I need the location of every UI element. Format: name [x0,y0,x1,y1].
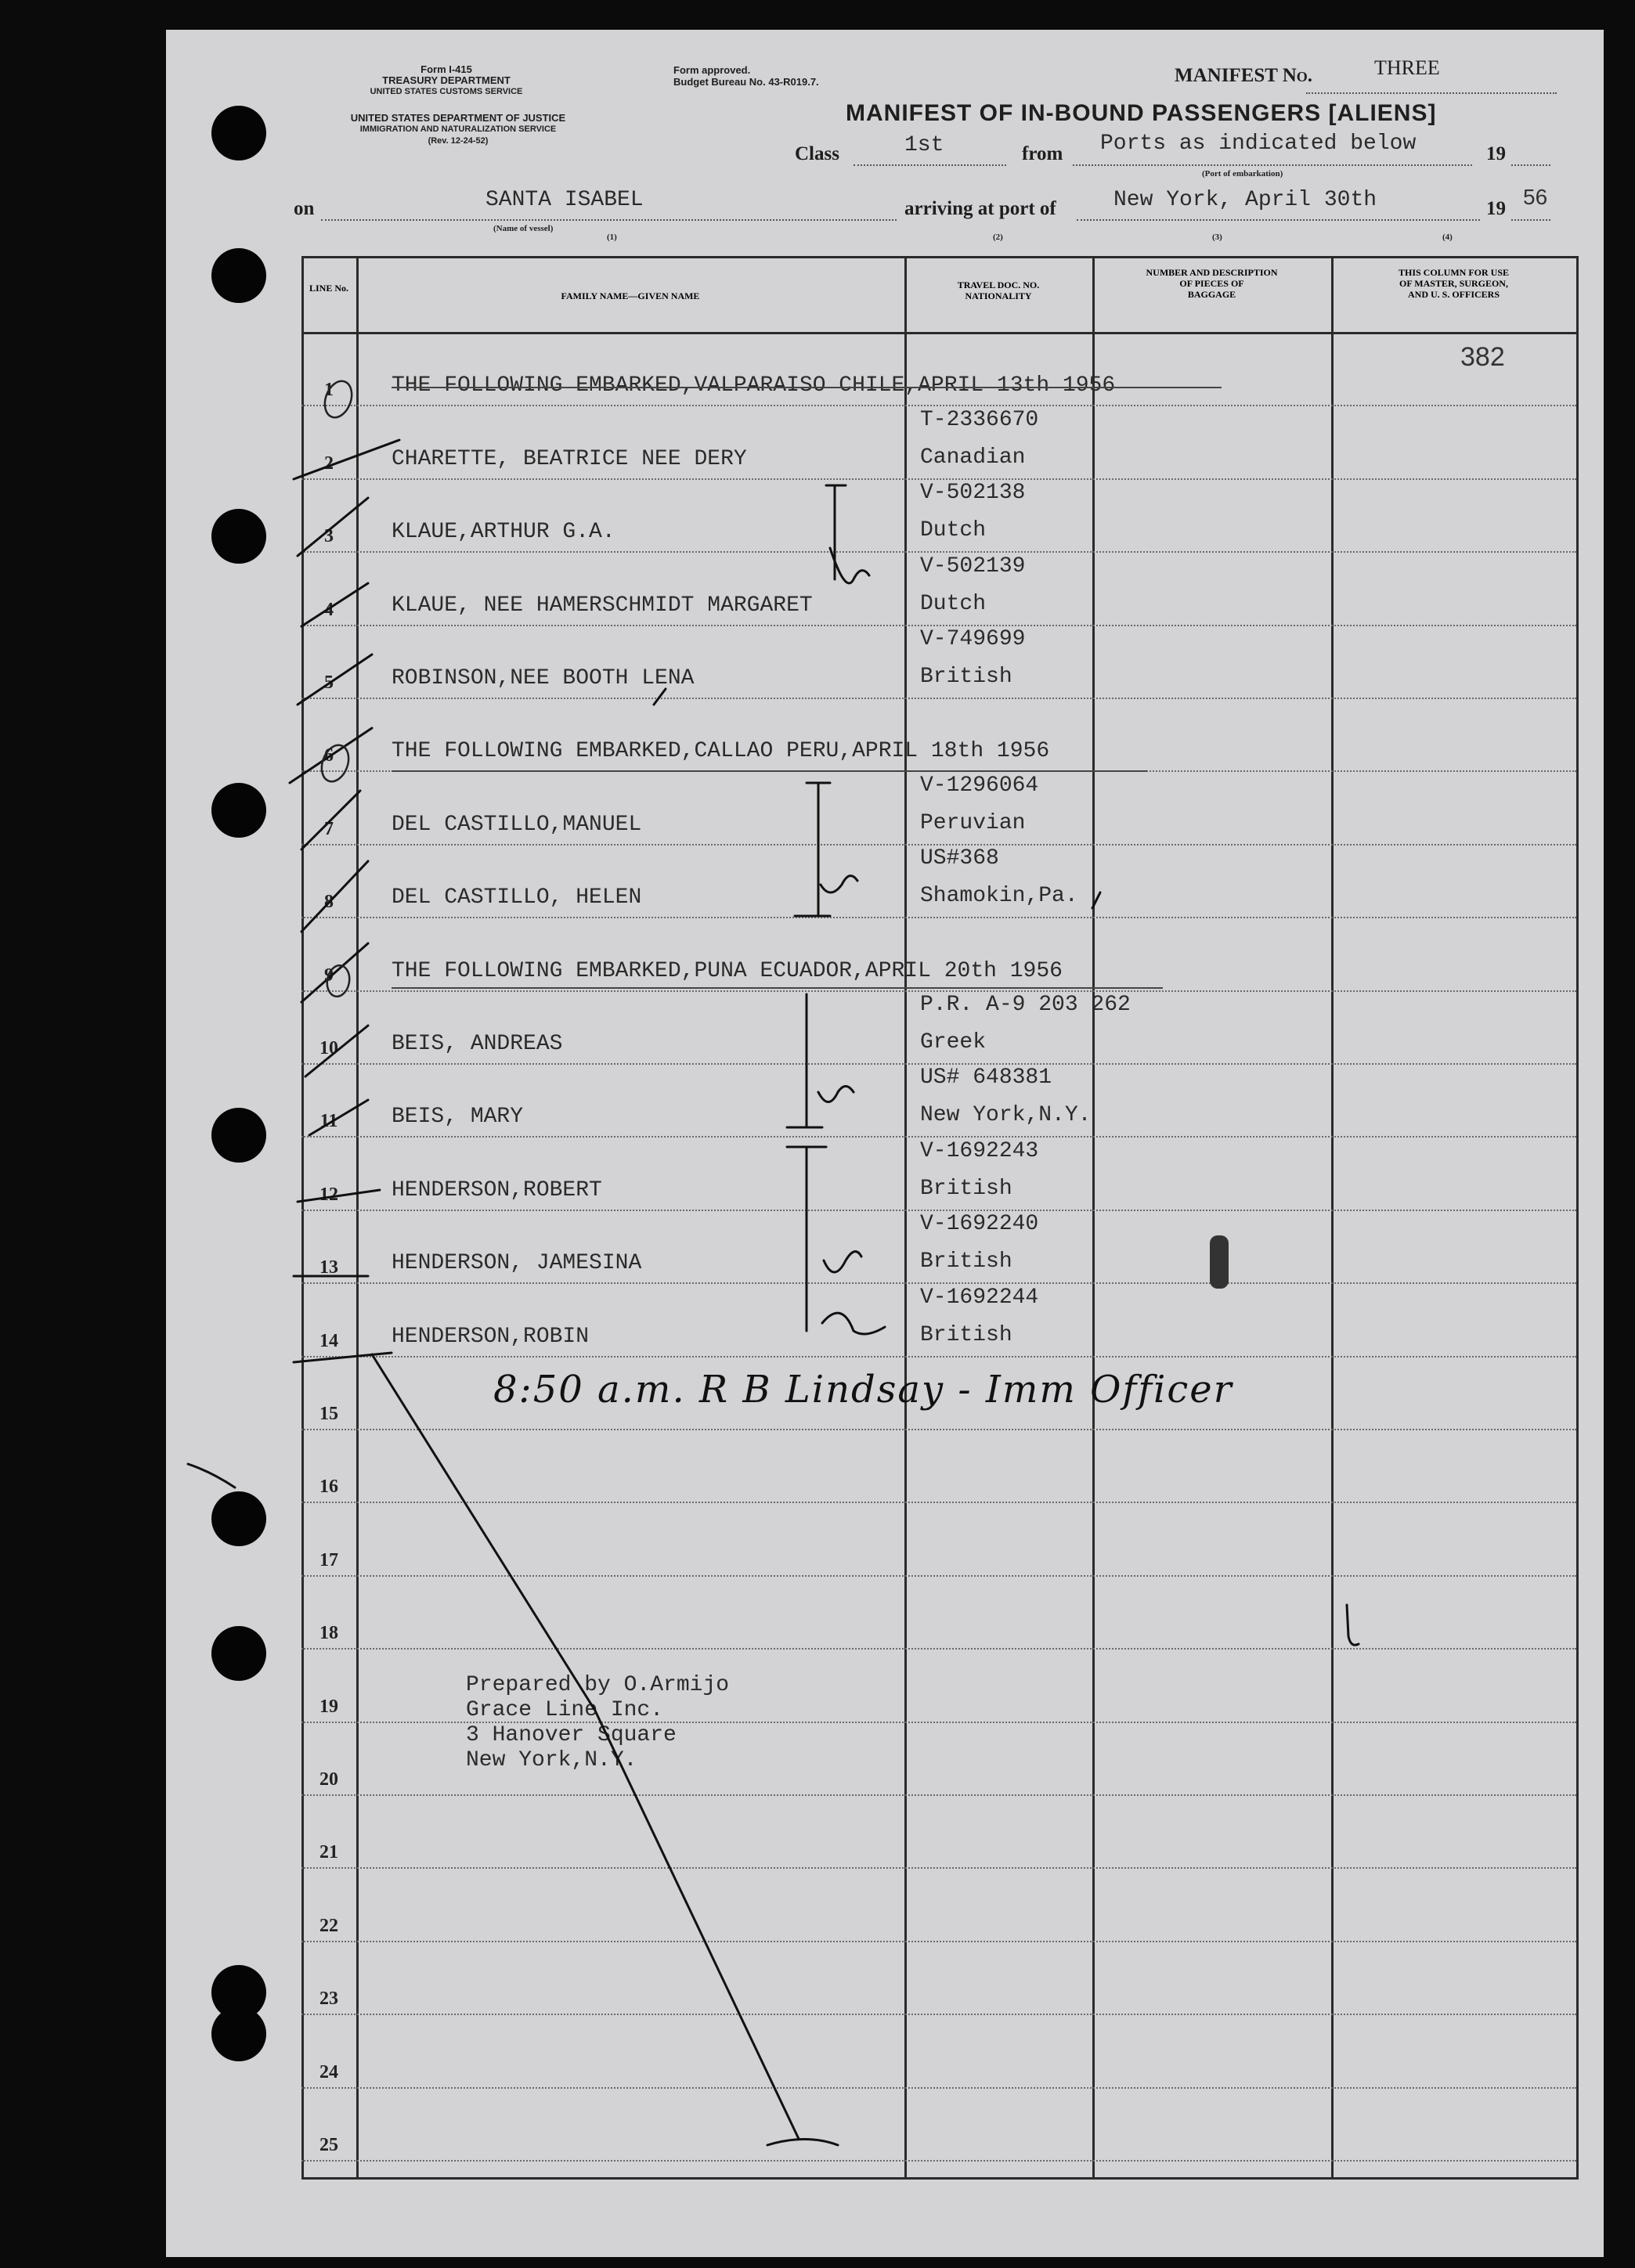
nationality: British [920,1176,1012,1201]
row-number: 9 [324,965,334,986]
cancel-diagonal-line [372,1354,799,2139]
passenger-name: HENDERSON,ROBIN [392,1324,590,1349]
row-number: 5 [324,672,334,693]
col-marker-1: (1) [607,233,617,242]
page-number: 382 [1460,342,1505,372]
on-label: on [294,198,315,219]
row-check-mark [305,1026,368,1076]
row-number: 20 [319,1769,338,1790]
col-marker-2: (2) [993,233,1003,242]
row-number: 4 [324,599,334,620]
row-number: 24 [319,2061,338,2082]
nationality: Dutch [920,518,987,543]
row-check-mark [301,583,368,626]
row-check-mark [309,1100,368,1135]
row-number: 22 [319,1915,338,1936]
nationality: British [920,1322,1012,1347]
travel-doc-number: P.R. A-9 203 262 [920,993,1131,1017]
passenger-name: THE FOLLOWING EMBARKED,VALPARAISO CHILE,APRIL 13th 1956 [392,373,1116,398]
row-number-circle [320,377,356,421]
row-number: 19 [319,1696,338,1717]
col-officers-line: OF MASTER, SURGEON, [1399,278,1508,289]
row-number: 6 [324,745,334,766]
initial-mark [818,1087,854,1102]
row-check-mark [301,861,368,932]
passenger-name: THE FOLLOWING EMBARKED,PUNA ECUADOR,APRIL 20th 1956 [392,958,1063,983]
cancel-tick [767,2140,838,2146]
initial-mark [822,1313,885,1334]
passenger-name: CHARETTE, BEATRICE NEE DERY [392,446,747,471]
passenger-name: HENDERSON,ROBERT [392,1177,602,1203]
row-number: 11 [319,1111,338,1132]
nationality: New York,N.Y. [920,1103,1092,1128]
row-check-mark [298,654,372,705]
passenger-name: BEIS, ANDREAS [392,1032,563,1056]
row-number: 8 [324,892,334,913]
col-name: FAMILY NAME—GIVEN NAME [561,290,700,301]
travel-doc-number: V-749699 [920,627,1026,651]
travel-doc-number: V-1296064 [920,773,1039,798]
passenger-name: DEL CASTILLO, HELEN [392,885,642,910]
row-number: 23 [319,1989,338,2010]
justice-dept: UNITED STATES DEPARTMENT OF JUSTICE [350,112,566,124]
row-number: 15 [319,1404,338,1424]
row-check-mark [298,1190,380,1202]
initial-mark [824,1252,861,1272]
handwritten-inspection-note: 8:50 a.m. R B Lindsay - Imm Officer [493,1368,1233,1412]
passenger-name: THE FOLLOWING EMBARKED,CALLAO PERU,APRIL 18th 1956 [392,739,1050,764]
nationality: Dutch [920,591,987,616]
year-suffix: 56 [1523,185,1548,209]
treasury-dept: TREASURY DEPARTMENT [382,74,511,86]
passenger-name: KLAUE,ARTHUR G.A. [392,520,615,545]
from-label: from [1022,143,1063,164]
row-number: 14 [319,1330,338,1351]
form-approved: Form approved. [673,64,751,76]
group-bracket [787,1147,826,1331]
passenger-name: DEL CASTILLO,MANUEL [392,812,642,837]
stray-mark [188,1464,235,1487]
col-nationality-line: NATIONALITY [965,290,1032,301]
passenger-name: HENDERSON, JAMESINA [392,1251,642,1276]
form-number: Form I-415 [420,63,472,75]
row-number: 21 [319,1842,338,1863]
stray-mark [1347,1605,1359,1645]
travel-doc-number: V-502139 [920,553,1026,579]
year-prefix-2: 19 [1486,198,1506,219]
nationality: Peruvian [920,810,1026,835]
manifest-title: MANIFEST OF IN-BOUND PASSENGERS [ALIENS] [846,100,1437,126]
passenger-name: KLAUE, NEE HAMERSCHMIDT MARGARET [392,593,813,618]
row-check-mark [294,440,399,479]
prepared-by-line: 3 Hanover Square [466,1723,677,1747]
row-number: 10 [319,1038,338,1058]
stray-mark [654,689,666,705]
row-number: 18 [319,1623,338,1644]
prepared-by-line: Prepared by O.Armijo [466,1673,730,1697]
manifest-number: THREE [1374,56,1440,79]
row-number: 16 [319,1477,338,1498]
travel-doc-number: T-2336670 [920,407,1039,432]
row-check-mark [301,943,368,1002]
col-marker-4: (4) [1442,233,1453,242]
passenger-name: ROBINSON,NEE BOOTH LENA [392,666,695,690]
port-embark-note: (Port of embarkation) [1202,169,1283,178]
embark-ports: Ports as indicated below [1100,132,1417,156]
col-officers-line: THIS COLUMN FOR USE [1398,267,1510,278]
initial-mark [821,876,857,892]
travel-doc-number: V-1692240 [920,1212,1039,1237]
travel-doc-number: US# 648381 [920,1065,1052,1091]
travel-doc-number: V-1692244 [920,1285,1039,1310]
row-number: 13 [319,1257,338,1278]
stamp-mark [1210,1235,1229,1289]
ins-service: IMMIGRATION AND NATURALIZATION SERVICE [359,124,557,134]
col-baggage-line: BAGGAGE [1187,289,1236,300]
row-number: 3 [324,526,334,547]
col-line-no: LINE No. [309,283,348,294]
row-number: 1 [324,380,334,401]
class-value: 1st [904,133,944,157]
row-number: 17 [319,1549,338,1570]
customs-service: UNITED STATES CUSTOMS SERVICE [370,87,523,96]
col-officers-line: AND U. S. OFFICERS [1407,289,1500,300]
nationality: British [920,1249,1012,1275]
travel-doc-number: V-502138 [920,481,1026,506]
group-bracket [787,994,822,1127]
stray-mark [1092,892,1100,908]
row-check-mark [298,498,368,556]
col-baggage-line: OF PIECES OF [1179,278,1244,289]
travel-doc-number: US#368 [920,846,999,871]
row-number-circle [317,741,353,785]
nationality: Greek [920,1030,987,1055]
col-baggage-line: NUMBER AND DESCRIPTION [1146,267,1278,278]
passenger-name: BEIS, MARY [392,1105,524,1130]
budget-bureau: Budget Bureau No. 43-R019.7. [673,76,819,88]
col-travel-doc-line: TRAVEL DOC. NO. [957,279,1040,290]
manifest-no-label: MANIFEST No. [1175,65,1313,86]
arrival-port: New York, April 30th [1113,188,1377,212]
row-number: 25 [319,2135,338,2155]
row-number: 2 [324,453,334,474]
nationality: Canadian [920,445,1026,470]
row-check-mark [301,791,360,849]
class-label: Class [795,143,839,164]
row-number: 12 [319,1184,338,1205]
nationality: British [920,665,1012,689]
vessel-name: SANTA ISABEL [485,188,644,212]
nationality: Shamokin,Pa. [920,884,1078,909]
group-bracket [795,783,830,916]
prepared-by-line: Grace Line Inc. [466,1698,664,1722]
revision: (Rev. 12-24-52) [428,136,489,146]
prepared-by-line: New York,N.Y. [466,1748,637,1772]
arriving-label: arriving at port of [904,198,1056,219]
row-number: 7 [324,818,334,839]
row-check-mark [290,728,372,783]
year-prefix-1: 19 [1486,143,1506,164]
travel-doc-number: V-1692243 [920,1138,1039,1163]
col-marker-3: (3) [1212,233,1222,242]
vessel-note: (Name of vessel) [493,224,554,233]
